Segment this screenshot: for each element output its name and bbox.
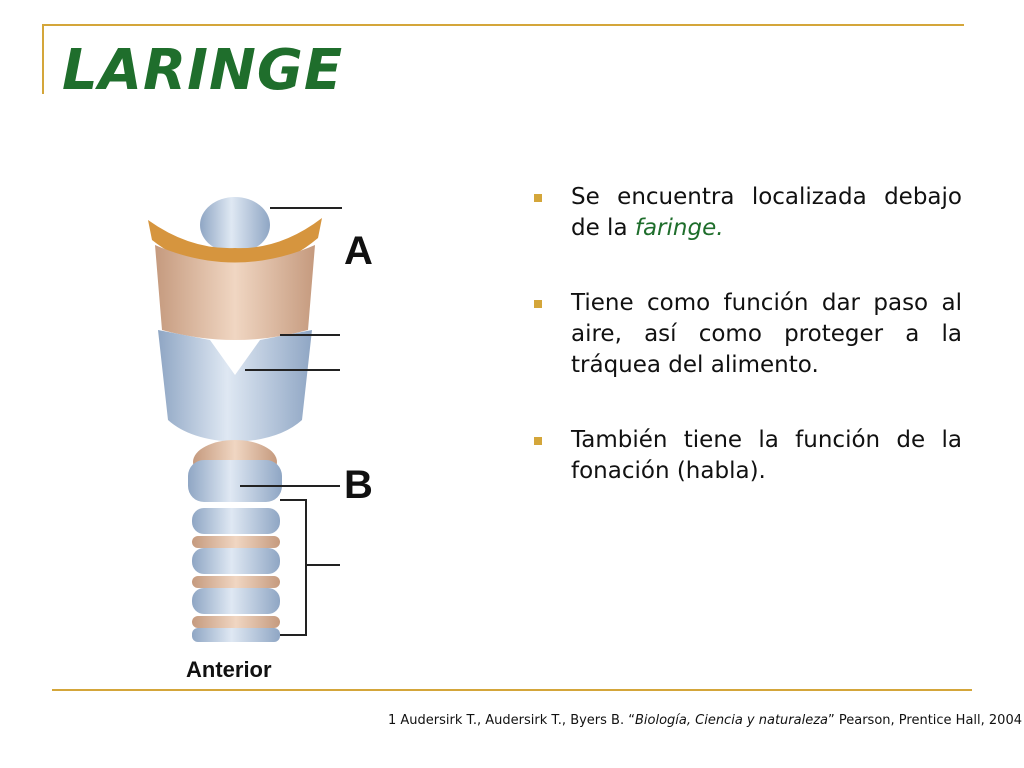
bullet-text: Se encuentra localizada debajo de la (571, 184, 962, 241)
bullet-item (534, 182, 962, 244)
larynx-illustration (130, 190, 390, 690)
bullet-text: Tiene como función dar paso al aire, así como proteger a la tráquea del alimento. (571, 290, 962, 378)
bullet-item (534, 425, 962, 487)
thyroid-cartilage (158, 330, 312, 442)
bullet-emphasis: faringe. (634, 215, 724, 241)
citation (388, 713, 1022, 728)
bullet-square-icon (534, 194, 542, 202)
bullet-item (534, 288, 962, 381)
bullet-square-icon (534, 300, 542, 308)
figure-caption: Anterior (186, 657, 272, 682)
cricoid-cartilage (188, 460, 282, 502)
bullet-list (534, 182, 962, 531)
left-rule (42, 24, 44, 94)
trachea (192, 508, 280, 642)
top-rule (42, 24, 964, 26)
slide-title: LARINGE (62, 38, 344, 103)
citation-prefix: 1 Audersirk T., Audersirk T., Byers B. “ (387, 713, 635, 728)
label-b: B (344, 463, 373, 507)
label-a: A (344, 229, 373, 273)
epiglottis (200, 197, 270, 253)
bullet-text: También tiene la función de la fonación (habla). (571, 427, 962, 484)
citation-suffix: ” Pearson, Prentice Hall, 2004 (828, 713, 1022, 728)
citation-title: Biología, Ciencia y naturaleza (634, 713, 828, 728)
bottom-rule (52, 689, 972, 691)
bullet-square-icon (534, 437, 542, 445)
